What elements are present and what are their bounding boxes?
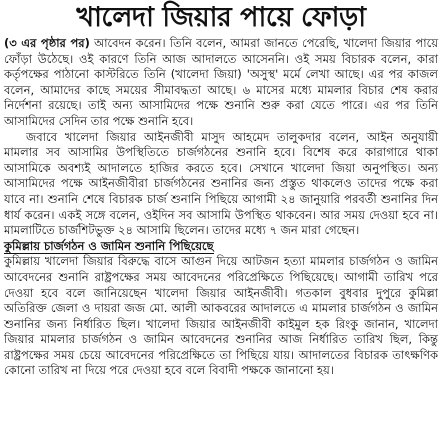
paragraph-2: জবাবে খালেদা জিয়ার আইনজীবী মাসুদ আহমেদ তালুকদার বলেন, আইন অনুযায়ী মামলার সব আসামির উপস্থিতিতে চার্জগঠনের শুনানি হবে। বিশেষ করে কারাগারে থাকা আসামিকে অবশ্যই আদালতে হাজির করতে হবে। সেখানে খালেদা জিয়া অনুপস্থিত। অন্য আসামিদের পক্ষে আইনজীবীরা চার্জগঠনের শুনানির জন্য প্রস্তুত থাকলেও তাদের পক্ষে করা যাবে না। শুনানি শেষে বিচারক চার্জ শুনানি পিছিয়ে আগামী ২৪ জানুয়ারি পরবর্তী শুনানির দিন ধার্য করেন। একই সঙ্গে বলেন, ওইদিন সব আসামি উপস্থিত থাকবেন। আর সময় দেওয়া হবে না। মামলাটিতে চার্জশিটভুক্ত ২৪ আসামি ছিলেন। তাদের মধ্যে ৭ জন মারা গেছেন। bbox=[4, 129, 438, 238]
continuation-marker: (৩ এর পৃষ্ঠার পর) bbox=[4, 36, 90, 50]
paragraph-1 bbox=[4, 36, 438, 130]
subheading bbox=[4, 239, 438, 255]
paragraph-1-text: আবেদন করেন। তিনি বলেন, আমরা জানতে পেরেছি, খালেদা জিয়ার পায়ে ফোঁড়া উঠেছে। ওই কারণে তিনি আজ আদালতে আসেননি। ওই সময় বিচারক বলেন, কারা কর্তৃপক্ষের পাঠানো কাস্টরিতে তিনি (খালেদা জিয়া) 'অসুস্থ' মর্মে লেখা আছে। এর পর কাজল বলেন, আমাদের কাছে সময়ের সীমাবদ্ধতা আছে। ৬ মাসের মধ্যে মামলার বিচার শেষ করার নির্দেশনা রয়েছে। তাই অন্য আসামিদের পক্ষে শুনানি শুরু করা যেতে পারে। এর পর তিনি আসামিদের সেদিন তার পক্ষে শুনানি হবে। bbox=[4, 36, 438, 128]
paragraph-3: কুমিল্লায় খালেদা জিয়ার বিরুদ্ধে বাসে আগুন দিয়ে আটজন হত্যা মামলার চার্জগঠন ও জামিন আবেদনের শুনানি রাষ্ট্রপক্ষের সময় আবেদনের পরিপ্রেক্ষিতে পিছিয়েছে। আগামী তারিখ পরে দেওয়া হবে বলে জানিয়েছেন খালেদা জিয়ার আইনজীবী। গতকাল বুধবার দুপুরে কুমিল্লা অতিরিক্ত জেলা ও দায়রা জজ মো. আলী আকবরের আদালতে এ মামলার চার্জগঠন ও জামিন শুনানির জন্য নির্ধারিত ছিল। খালেদা জিয়ার আইনজীবী কাইমুল হক রিংকু জানান, খালেদা জিয়ার মামলার চার্জগঠন ও জামিন আবেদনের শুনানির আজ নির্ধারিত তারিখ ছিল, কিন্তু রাষ্ট্রপক্ষের সময় চেয়ে আবেদনের পরিপ্রেক্ষিতে তা পিছিয়ে যায়। আদালতের বিচারক তাৎক্ষণিক কোনো তারিখ না দিয়ে পরে দেওয়া হবে বলে বিবাদী পক্ষকে জানানো হয়। bbox=[4, 254, 438, 378]
article-body bbox=[4, 36, 438, 379]
headline: খালেদা জিয়ার পায়ে ফোড়া bbox=[76, 2, 366, 33]
subheading-text: কুমিল্লায় চার্জগঠন ও জামিন শুনানি পিছিয়েছে bbox=[4, 238, 214, 253]
